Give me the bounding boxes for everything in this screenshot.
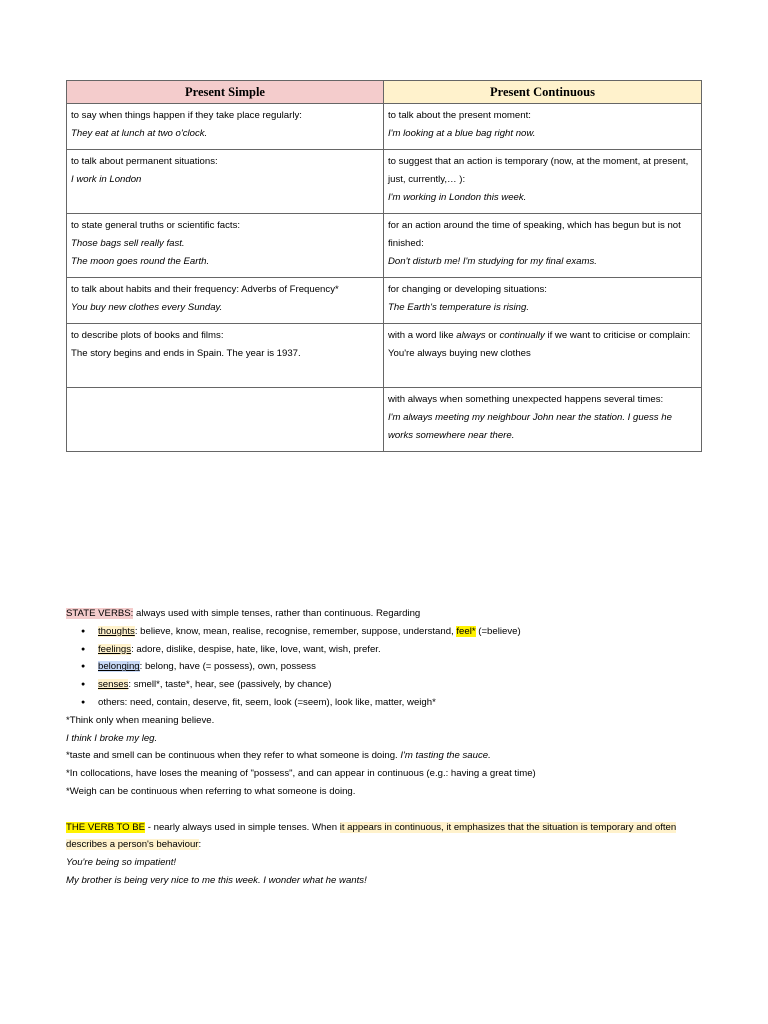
- example-text: The moon goes round the Earth.: [71, 256, 210, 267]
- rule-text: with always when something unexpected happens several times:: [388, 394, 664, 405]
- verb-to-be-text: :: [198, 839, 202, 851]
- example-text: I work in London: [71, 174, 142, 185]
- table-row: [67, 150, 702, 214]
- example-text: I'm tasting the sauce.: [400, 750, 491, 762]
- feel-keyword: feel*: [456, 625, 476, 637]
- note-taste-smell: [66, 747, 706, 765]
- grammar-notes: [66, 605, 706, 890]
- rule-keyword: always: [456, 330, 486, 341]
- rule-part: or: [485, 330, 500, 341]
- note-have: *In collocations, have loses the meaning of "possess", and can appear in continuous (e.g.: having a great time): [66, 768, 536, 780]
- rule-text: to talk about the present moment:: [388, 110, 531, 121]
- rule-keyword: continually: [499, 330, 545, 341]
- rule-text: for an action around the time of speaking, which has begun but is not finished:: [388, 220, 681, 249]
- verb-to-be-highlight: it appears in continuous, it emphasizes that the situation is temporary and often describes a person's behaviour: [66, 821, 677, 851]
- state-verbs-text: always used with simple tenses, rather than continuous. Regarding: [133, 608, 421, 619]
- state-verbs-label: STATE VERBS:: [66, 608, 134, 619]
- example-text: You buy new clothes every Sunday.: [71, 302, 223, 313]
- table-row: [67, 104, 702, 150]
- example-text: They eat at lunch at two o'clock.: [71, 128, 208, 139]
- header-present-continuous: Present Continuous: [384, 81, 702, 104]
- rule-text: to say when things happen if they take place regularly:: [71, 110, 302, 121]
- continuous-cell: [384, 150, 702, 214]
- table-header-row: [67, 81, 702, 104]
- example-text: You're always buying new clothes: [388, 348, 531, 359]
- note-text: *taste and smell can be continuous when they refer to what someone is doing.: [66, 750, 401, 762]
- continuous-cell: [384, 324, 702, 388]
- example-text: The Earth's temperature is rising.: [388, 302, 529, 313]
- simple-cell-empty: [67, 388, 384, 452]
- note-think: *Think only when meaning believe.: [66, 714, 215, 726]
- example-text: Don't disturb me! I'm studying for my final exams.: [388, 256, 597, 267]
- rule-part: if we want to criticise or complain:: [544, 330, 691, 341]
- simple-cell: [67, 324, 384, 388]
- rule-text: to talk about habits and their frequency: Adverbs of Frequency*: [71, 284, 339, 295]
- table-row: [67, 278, 702, 324]
- verb-to-be-example: [66, 854, 706, 872]
- rule-text: to talk about permanent situations:: [71, 156, 218, 167]
- example-text: Those bags sell really fast.: [71, 238, 185, 249]
- category-belonging: belonging: [98, 661, 140, 673]
- simple-cell: [67, 150, 384, 214]
- list-item: [98, 623, 706, 641]
- list-item: [98, 694, 706, 712]
- rule-text: to state general truths or scientific facts:: [71, 220, 241, 231]
- category-text: others: need, contain, deserve, fit, seem, look (=seem), look like, matter, weigh*: [98, 696, 436, 708]
- category-text: : smell*, taste*, hear, see (passively, by chance): [128, 679, 332, 691]
- example-text: I think I broke my leg.: [66, 732, 158, 744]
- simple-cell: [67, 278, 384, 324]
- rule-text: to suggest that an action is temporary (now, at the moment, at present, just, currently,… ):: [388, 156, 689, 185]
- verb-to-be-label: THE VERB TO BE: [66, 821, 146, 833]
- category-text: (=believe): [475, 625, 521, 637]
- continuous-cell: [384, 104, 702, 150]
- category-text: : believe, know, mean, realise, recognise, remember, suppose, understand,: [134, 625, 457, 637]
- continuous-cell: [384, 388, 702, 452]
- note-think-example: [66, 730, 706, 748]
- verb-to-be-text: - nearly always used in simple tenses. When: [145, 821, 340, 833]
- verb-to-be-example: [66, 872, 706, 890]
- rule-text: to describe plots of books and films:: [71, 330, 224, 341]
- list-item: [98, 641, 706, 659]
- rule-text: for changing or developing situations:: [388, 284, 547, 295]
- example-text: I'm working in London this week.: [388, 192, 527, 203]
- state-verbs-list: [66, 623, 706, 712]
- table-row: [67, 324, 702, 388]
- rule-part: with a word like: [388, 330, 457, 341]
- rule-text: [388, 327, 697, 345]
- category-text: : adore, dislike, despise, hate, like, love, want, wish, prefer.: [131, 643, 381, 655]
- category-text: : belong, have (= possess), own, possess: [139, 661, 316, 673]
- tenses-table: [66, 80, 702, 452]
- category-senses: senses: [98, 679, 129, 691]
- example-text: I'm looking at a blue bag right now.: [388, 128, 536, 139]
- continuous-cell: [384, 214, 702, 278]
- spacer: [66, 801, 706, 819]
- table-row: [67, 388, 702, 452]
- note-weigh: *Weigh can be continuous when referring to what someone is doing.: [66, 785, 356, 797]
- table-row: [67, 214, 702, 278]
- header-present-simple: Present Simple: [67, 81, 384, 104]
- simple-cell: [67, 104, 384, 150]
- list-item: [98, 676, 706, 694]
- simple-cell: [67, 214, 384, 278]
- example-text: I'm always meeting my neighbour John near the station. I guess he works somewhere near there.: [388, 412, 672, 441]
- list-item: [98, 658, 706, 676]
- state-verbs-intro: [66, 605, 706, 623]
- category-thoughts: thoughts: [98, 625, 135, 637]
- example-text: You're being so impatient!: [66, 857, 177, 869]
- example-text: My brother is being very nice to me this week. I wonder what he wants!: [66, 874, 367, 886]
- example-text: The story begins and ends in Spain. The year is 1937.: [71, 348, 301, 359]
- category-feelings: feelings: [98, 643, 132, 655]
- continuous-cell: [384, 278, 702, 324]
- verb-to-be-paragraph: [66, 819, 706, 855]
